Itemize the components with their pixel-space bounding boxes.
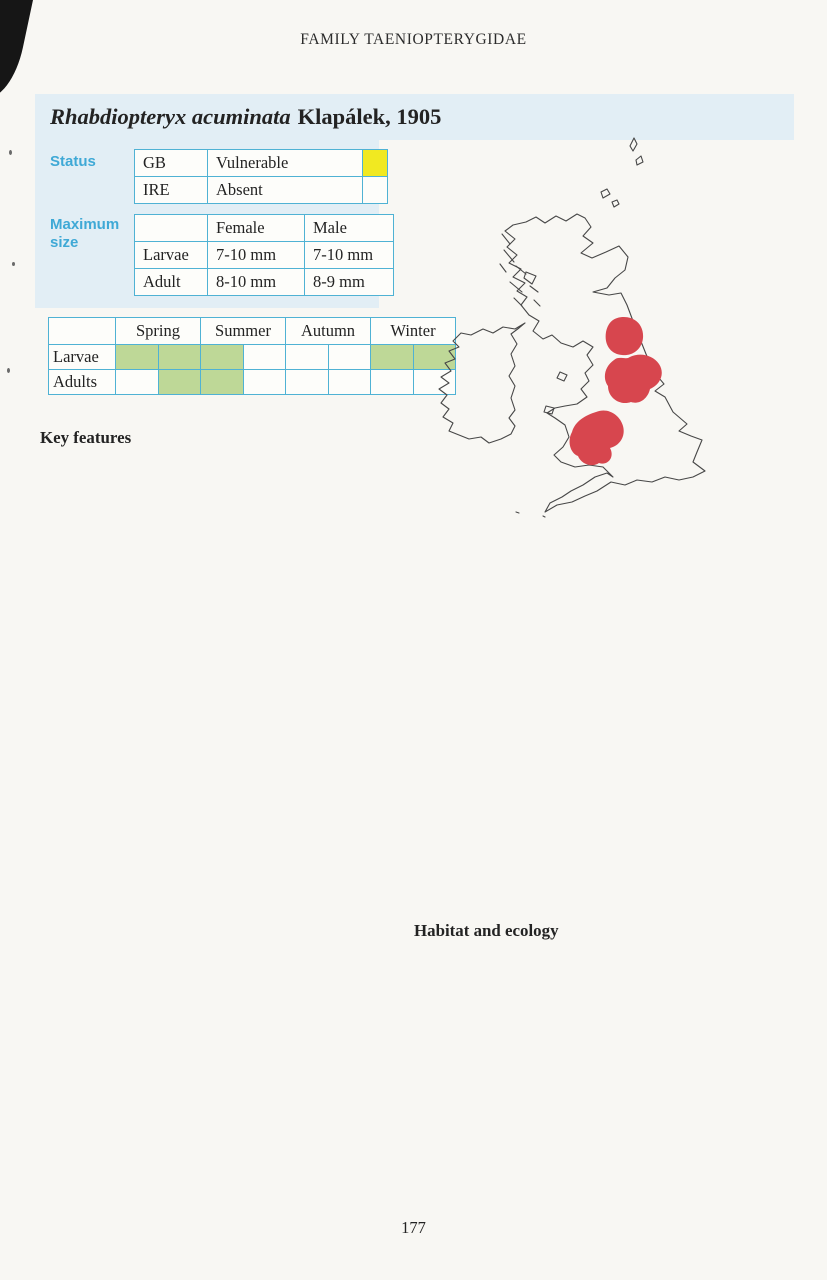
season-header-row	[49, 318, 456, 345]
season-corner-cell	[49, 318, 116, 345]
season-adults-row	[49, 370, 456, 395]
species-authority: Klapálek, 1905	[297, 104, 442, 129]
seasonality-table	[48, 317, 456, 395]
distribution-map	[398, 126, 800, 554]
maximum-size-label-line2: size	[50, 234, 79, 251]
skye-outline	[524, 272, 536, 284]
distribution-region-wales	[570, 410, 624, 465]
size-col-male: Male	[305, 215, 394, 242]
season-cell	[201, 345, 244, 370]
scilly-specks	[516, 512, 545, 517]
size-stage: Adult	[135, 269, 208, 296]
season-cell	[328, 345, 371, 370]
status-region: GB	[135, 150, 208, 177]
table-row	[135, 242, 394, 269]
habitat-section	[414, 920, 795, 945]
season-cell	[158, 370, 201, 395]
running-header: FAMILY TAENIOPTERYGIDAE	[300, 31, 527, 48]
scan-speck	[7, 368, 10, 373]
status-label: Status	[50, 153, 96, 170]
table-row	[135, 177, 388, 204]
season-cell	[286, 345, 329, 370]
isle-of-man-outline	[557, 372, 567, 381]
season-larvae-row	[49, 345, 456, 370]
season-autumn: Autumn	[286, 318, 371, 345]
size-value: 8-9 mm	[305, 269, 394, 296]
size-value: 7-10 mm	[305, 242, 394, 269]
size-value: 7-10 mm	[208, 242, 305, 269]
season-cell	[116, 370, 159, 395]
scan-speck	[12, 262, 15, 266]
season-cell	[243, 370, 286, 395]
season-cell	[243, 345, 286, 370]
maximum-size-label-line1: Maximum	[50, 216, 120, 233]
status-table	[134, 149, 388, 204]
season-cell	[328, 370, 371, 395]
table-row	[135, 269, 394, 296]
season-cell	[116, 345, 159, 370]
size-stage: Larvae	[135, 242, 208, 269]
season-cell	[158, 345, 201, 370]
size-value: 8-10 mm	[208, 269, 305, 296]
distribution-region-north-england-upper	[606, 317, 643, 355]
table-row	[135, 215, 394, 242]
status-value: Vulnerable	[208, 150, 363, 177]
scan-edge-artifact	[0, 0, 44, 103]
orkney-outline	[601, 189, 619, 207]
season-spring: Spring	[116, 318, 201, 345]
season-row-label: Larvae	[49, 345, 116, 370]
season-summer: Summer	[201, 318, 286, 345]
great-britain-outline	[505, 214, 705, 512]
status-color-swatch	[363, 150, 388, 177]
species-name: Rhabdiopteryx acuminata	[50, 104, 291, 129]
ireland-outline	[439, 323, 525, 443]
scan-speck	[9, 150, 12, 155]
size-corner-cell	[135, 215, 208, 242]
maximum-size-table	[134, 214, 394, 296]
season-winter: Winter	[371, 318, 456, 345]
status-value: Absent	[208, 177, 363, 204]
distribution-region-north-england-lower	[605, 355, 662, 403]
season-row-label: Adults	[49, 370, 116, 395]
table-row	[135, 150, 388, 177]
habitat-heading: Habitat and ecology	[414, 921, 559, 940]
size-col-female: Female	[208, 215, 305, 242]
status-region: IRE	[135, 177, 208, 204]
key-features-section	[40, 427, 402, 449]
status-color-swatch	[363, 177, 388, 204]
page-number: 177	[401, 1218, 426, 1237]
maximum-size-label	[50, 216, 119, 252]
season-cell	[201, 370, 244, 395]
season-cell	[286, 370, 329, 395]
shetland-outline	[630, 138, 643, 165]
key-features-heading: Key features	[40, 428, 132, 447]
